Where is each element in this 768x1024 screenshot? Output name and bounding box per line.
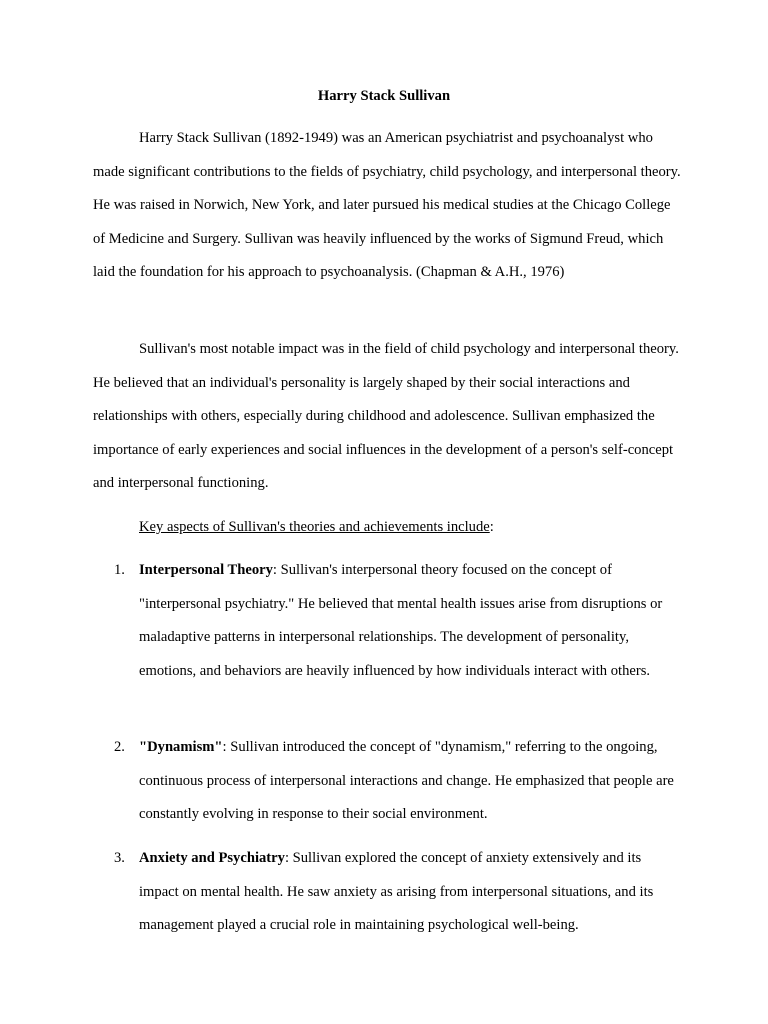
list-item-text: : Sullivan explored the concept of anxiety extensively and its impact on mental health. He saw anxiety as arising from interpersonal situations, and its management played a crucial role in maintaining psychological well-being. xyxy=(139,850,654,934)
list-item-text: : Sullivan's interpersonal theory focused on the concept of "interpersonal psychiatry." He believed that mental health issues arise from disruptions or maladaptive patterns in interpersonal relationships. The development of personality, emotions, and behaviors are heavily influenced by how individuals interact with others. xyxy=(139,562,663,679)
list-item-term: Anxiety and Psychiatry xyxy=(139,850,285,866)
list-item-number: 1. xyxy=(114,562,125,578)
list-item-number: 3. xyxy=(114,850,125,866)
list-item-term: Interpersonal Theory xyxy=(139,562,273,578)
document-title: Harry Stack Sullivan xyxy=(317,88,451,104)
list-item-number: 2. xyxy=(114,739,125,755)
list-item-dynamism xyxy=(114,731,684,832)
paragraph-intro: Harry Stack Sullivan (1892-1949) was an American psychiatrist and psychoanalyst who made significant contributions to the fields of psychiatry, child psychology, and interpersonal theory. He was raised in Norwich, New York, and later pursued his medical studies at the Chicago College of Medicine and Surgery. Sullivan was heavily influenced by the works of Sigmund Freud, which laid the foundation for his approach to psychoanalysis. (Chapman & A.H., 1976) xyxy=(93,130,681,281)
paragraph-impact: Sullivan's most notable impact was in the field of child psychology and interpersonal theory. He believed that an individual's personality is largely shaped by their social interactions and relationships with others, especially during childhood and adolescence. Sullivan emphasized the importance of early experiences and social influences in the development of a person's self-concept and interpersonal functioning. xyxy=(93,341,679,492)
list-item-term: "Dynamism" xyxy=(139,739,223,755)
list-item-text: : Sullivan introduced the concept of "dynamism," referring to the ongoing, continuous process of interpersonal interactions and change. He emphasized that people are constantly evolving in response to their social environment. xyxy=(139,739,674,823)
list-item-anxiety-and-psychiatry xyxy=(114,842,684,943)
key-aspects-heading xyxy=(139,511,494,545)
list-item-interpersonal-theory xyxy=(114,554,684,688)
key-aspects-heading-colon: : xyxy=(489,519,494,535)
key-aspects-heading-text: Key aspects of Sullivan's theories and achievements include xyxy=(139,519,490,535)
